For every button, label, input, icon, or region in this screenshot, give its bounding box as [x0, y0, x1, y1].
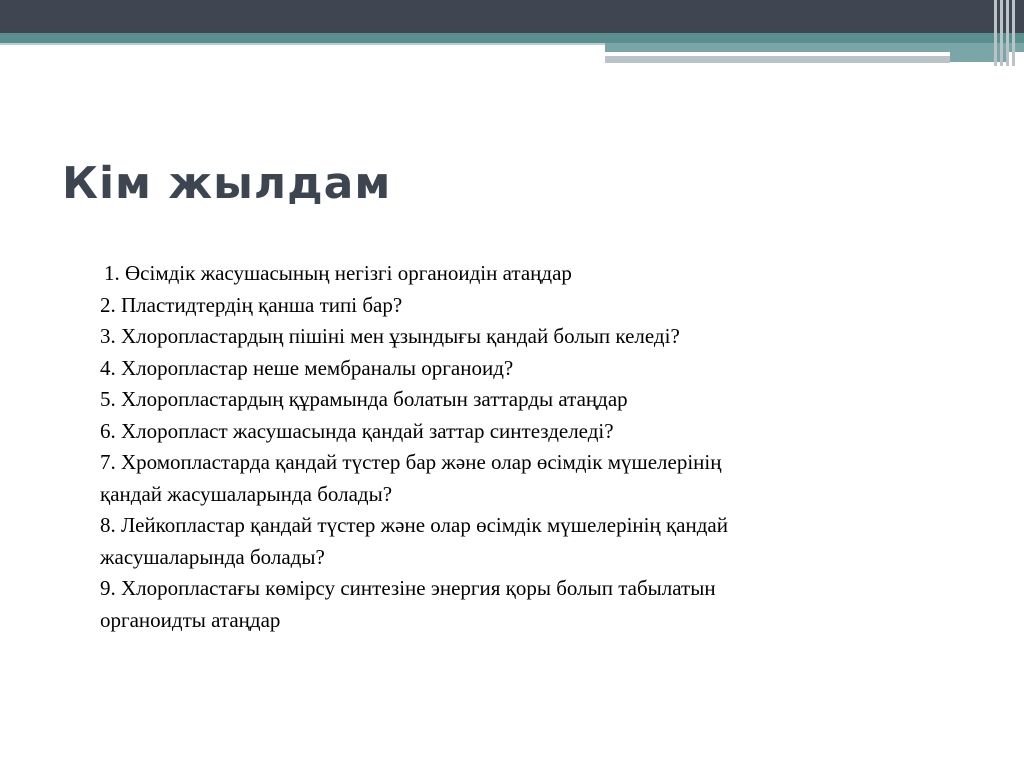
- header-line-light: [0, 43, 605, 45]
- header-vertical-bar: [1000, 0, 1003, 66]
- header-vertical-bar: [994, 0, 997, 66]
- question-line: 9. Хлоропластағы көмірсу синтезіне энергия қоры болып табылатын: [100, 576, 716, 600]
- question-line: 7. Хромопластарда қандай түстер бар және олар өсімдік мүшелерінің: [100, 450, 722, 474]
- question-line: қандай жасушаларында болады?: [100, 481, 393, 506]
- question-list: [100, 258, 980, 636]
- header-band-dark: [0, 0, 1024, 33]
- question-line: органоидты атаңдар: [100, 607, 281, 632]
- question-line: 8. Лейкопластар қандай түстер және олар өсімдік мүшелерінің қандай: [100, 513, 728, 537]
- header-line-white: [605, 52, 950, 54]
- question-line: жасушаларында болады?: [100, 544, 325, 569]
- header-band-gray: [605, 56, 950, 63]
- header-band-teal: [0, 33, 1024, 43]
- header-vertical-bar: [1012, 0, 1015, 66]
- slide-title: Кім жылдам: [62, 158, 392, 209]
- header-vertical-bars: [994, 0, 1016, 66]
- header-vertical-bar: [1006, 0, 1009, 66]
- question-line: 4. Хлоропластар неше мембраналы органоид?: [100, 355, 514, 380]
- question-line: 6. Хлоропласт жасушасында қандай заттар синтезделеді?: [100, 418, 614, 443]
- question-line: 2. Пластидтердің қанша типі бар?: [100, 292, 403, 317]
- question-line: 1. Өсімдік жасушасының негізгі органоидін атаңдар: [104, 261, 572, 285]
- question-line: 3. Хлоропластардың пішіні мен ұзындығы қандай болып келеді?: [100, 324, 680, 348]
- question-line: 5. Хлоропластардың құрамында болатын заттарды атаңдар: [100, 387, 628, 411]
- header-band-teal-right: [605, 43, 1024, 52]
